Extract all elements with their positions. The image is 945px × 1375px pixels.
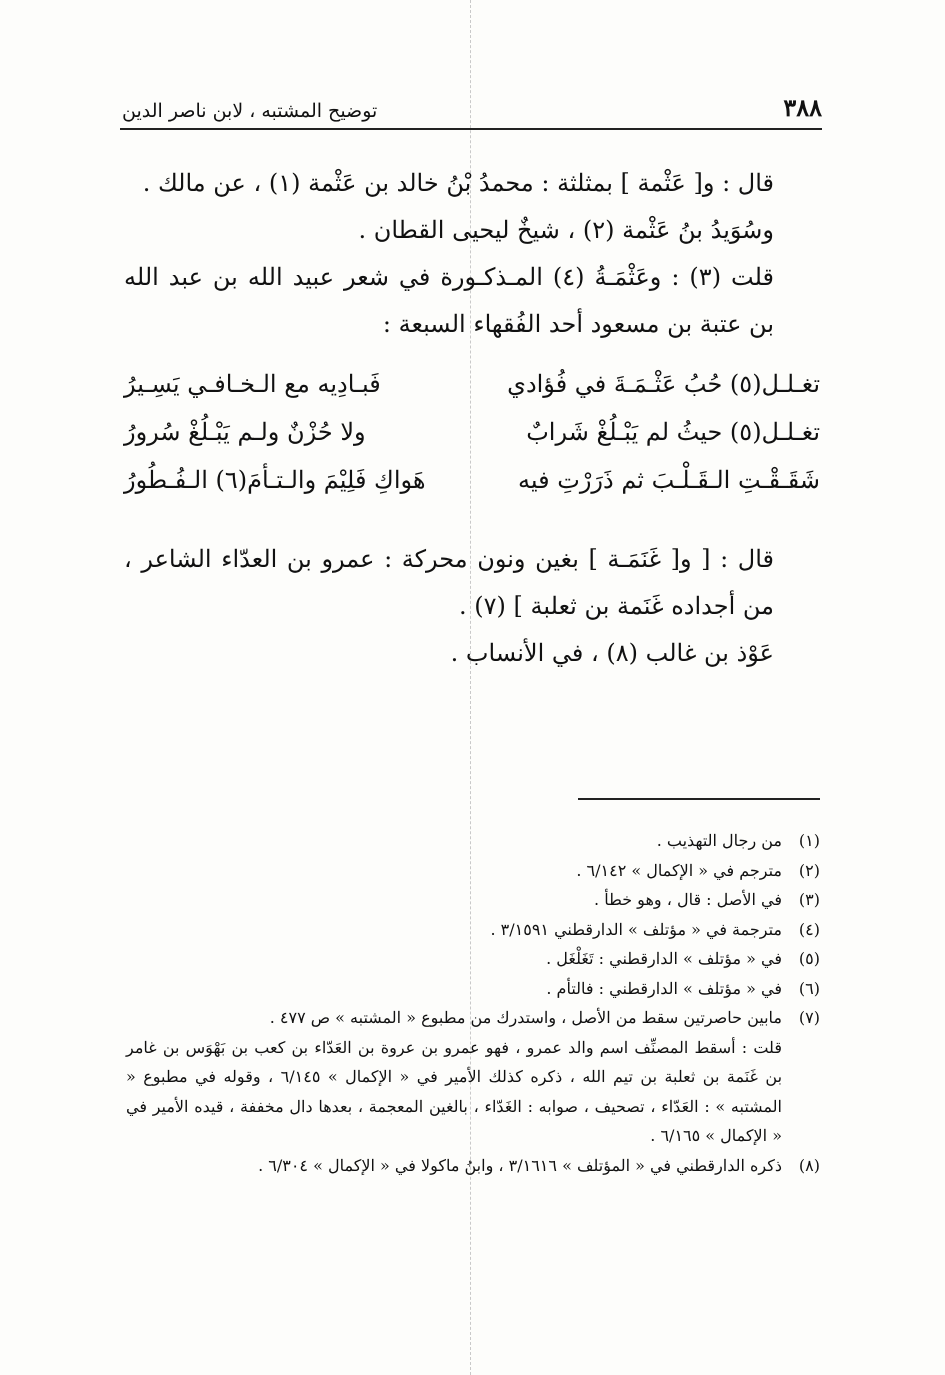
footnote-text: في « مؤتلف » الدارقطني : فالتأم . bbox=[546, 978, 782, 998]
footnote-number: (٢) bbox=[798, 860, 820, 880]
page-number: ٣٨٨ bbox=[783, 93, 822, 122]
paragraph-awdh: عَوْذ بن غالب (٨) ، في الأنساب . bbox=[450, 639, 774, 667]
footnote-number: (٦) bbox=[798, 978, 820, 998]
main-text bbox=[124, 160, 820, 677]
verse-first-hemistich: تغـلـل(٥) حُبُ عَثْـمَـةَ في فُؤادي bbox=[507, 370, 820, 398]
footnote bbox=[126, 915, 820, 945]
paragraph-ghanama: قال : [ و[ غَنَمَـة ] بغين ونون محركة : عمرو بن العدّاء الشاعر ، من أجداده غَنَمة بن ثعلبة ] (٧) . bbox=[124, 545, 774, 620]
verse-line bbox=[124, 408, 820, 456]
footnote-text: في الأصل : قال ، وهو خطأ . bbox=[594, 890, 782, 909]
footnote-rule bbox=[578, 798, 820, 800]
footnote-number: (٧) bbox=[798, 1008, 820, 1027]
footnotes bbox=[126, 826, 820, 1180]
footnote-text: من رجال التهذيب . bbox=[656, 831, 782, 850]
footnote bbox=[126, 826, 820, 856]
verse-second-hemistich: فَبـادِيه مع الـخـافـي يَسِـيرُ bbox=[124, 370, 381, 398]
footnote-text: قلت : أسقط المصنِّف اسم والد عمرو ، فهو عمرو بن عروة بن العَدّاء بن كعب بن بَهْوَس بن غامر بن غَنَمة بن ثعلبة بن تيم الله ، ذكره كذلك الأمير في « الإكمال » ٦/١٤٥ ، وقوله في مطبوع « المشتبه » : العَدّاء ، تصحيف ، صوابه : الغَدّاء ، بالغين المعجمة ، بعدها دال مخففة ، قيده الأمير في « الإكمال » ٦/١٦٥ . bbox=[126, 1037, 783, 1145]
running-title: توضيح المشتبه ، لابن ناصر الدين bbox=[122, 100, 378, 122]
poem bbox=[124, 360, 820, 504]
verse-second-hemistich: ولا حُزْنٌ ولـم يَبْـلُغْ سُرورُ bbox=[124, 418, 366, 446]
footnote-continuation bbox=[126, 1033, 820, 1151]
footnote bbox=[126, 944, 820, 974]
footnote-number: (٤) bbox=[798, 919, 820, 939]
footnote bbox=[126, 1003, 820, 1033]
footnote-text: ذكره الدارقطني في « المؤتلف » ٣/١٦١٦ ، وابنُ ماكولا في « الإكمال » ٦/٣٠٤ . bbox=[258, 1155, 782, 1175]
verse-first-hemistich: تغـلـل(٥) حيثُ لم يَبْـلُغْ شَرابٌ bbox=[526, 418, 820, 446]
footnote bbox=[126, 856, 820, 886]
verse-second-hemistich: هَواكِ فَلِيْمَ والـتـأمَ(٦) الـفُـطُورُ bbox=[124, 466, 426, 494]
spacer bbox=[124, 522, 820, 536]
footnote-text: مابين حاصرتين سقط من الأصل ، واستدرك من مطبوع « المشتبه » ص ٤٧٧ . bbox=[269, 1008, 782, 1027]
paragraph-uthma: قال : و[ عَثْمة ] بمثلثة : محمدُ بْنُ خالد بن عَثْمة (١) ، عن مالك . bbox=[142, 169, 774, 197]
footnote-text: مترجم في « الإكمال » ٦/١٤٢ . bbox=[576, 860, 782, 880]
header-rule bbox=[120, 128, 822, 130]
footnote bbox=[126, 974, 820, 1004]
footnote-number: (٨) bbox=[798, 1155, 820, 1175]
footnote-number: (١) bbox=[798, 831, 820, 850]
footnote-number: (٣) bbox=[798, 890, 820, 909]
footnote-number bbox=[782, 1033, 792, 1151]
footnote-text: في « مؤتلف » الدارقطني : تَغَلْغَل . bbox=[546, 949, 782, 968]
verse-line bbox=[124, 360, 820, 408]
verse-first-hemistich: شَقَـقْـتِ الـقَـلْـبَ ثم ذَرَرْتِ فيه bbox=[518, 466, 820, 494]
page-header bbox=[122, 86, 822, 122]
footnote-number: (٥) bbox=[798, 949, 820, 968]
footnote-text: مترجمة في « مؤتلف » الدارقطني ٣/١٥٩١ . bbox=[490, 919, 782, 939]
paragraph-qultu: قلت (٣) : وعَثْمَـةُ (٤) المـذكـورة في شعر عبيد الله بن عبد الله بن عتبة بن مسعود أحد الفُقهاء السبعة : bbox=[124, 263, 775, 338]
footnote bbox=[126, 885, 820, 915]
footnote bbox=[126, 1151, 820, 1181]
verse-line bbox=[124, 456, 820, 504]
paragraph-suwayd: وسُوَيدُ بنُ عَثْمة (٢) ، شيخٌ ليحيى القطان . bbox=[358, 216, 774, 244]
